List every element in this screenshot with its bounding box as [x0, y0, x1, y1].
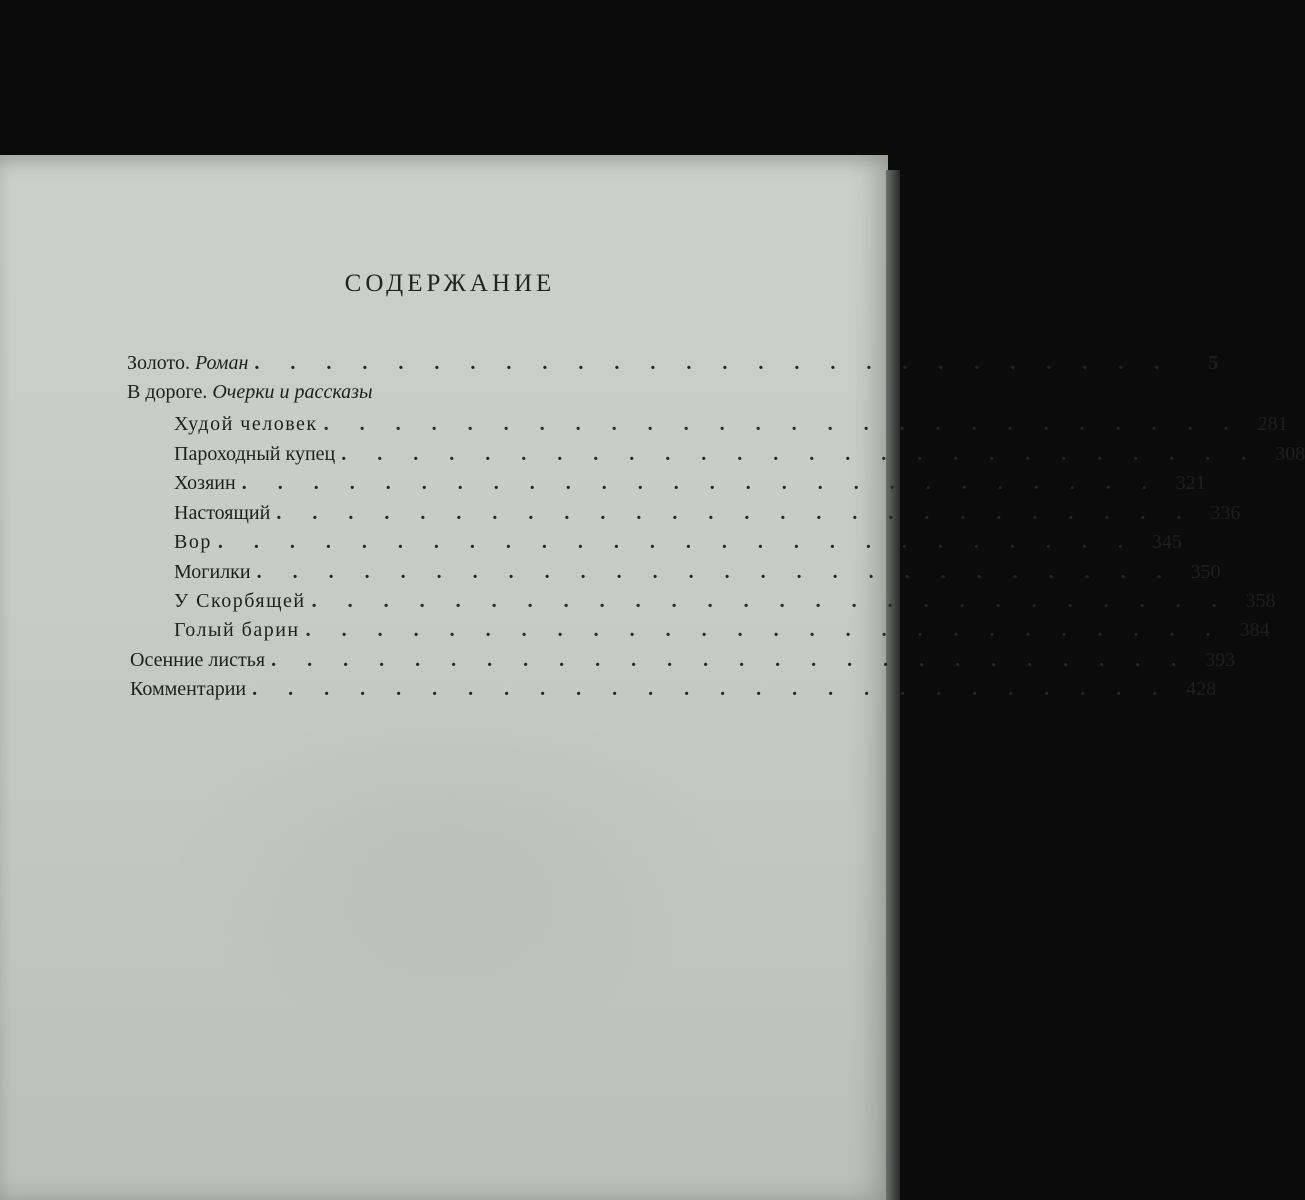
toc-entry-label: Худой человек: [174, 413, 318, 435]
toc-entry-vor: [174, 531, 1182, 561]
toc-entry-title: Золото.: [127, 352, 190, 374]
toc-entry-page: 384: [1239, 619, 1270, 641]
toc-entry-goly-barin: [174, 619, 1270, 649]
toc-entry-label: Голый барин: [174, 619, 300, 641]
toc-entry-genre: Очерки и рассказы: [212, 381, 373, 403]
leader-dots: . . . . . . . . . . . . . . . . . . . . . . . . . .: [252, 678, 1171, 700]
toc-entry-title: В дороге.: [127, 381, 208, 403]
leader-dots: . . . . . . . . . . . . . . . . . . . . . . . . . .: [311, 590, 1230, 612]
toc-entry-v-doroge: [127, 381, 772, 411]
toc-entry-page: 5: [1208, 352, 1219, 374]
toc-entry-kommentarii: [130, 678, 1217, 708]
toc-entry-page: 350: [1190, 561, 1221, 583]
toc-entry-page: 345: [1151, 531, 1182, 553]
toc-entry-label: Настоящий: [174, 502, 271, 524]
leader-dots: . . . . . . . . . . . . . . . . . . . . . . . . . .: [217, 531, 1136, 553]
toc-entry-label: Вор: [174, 531, 212, 553]
toc-entry-label: Комментарии: [130, 678, 247, 700]
toc-entry-label: Могилки: [174, 561, 251, 583]
toc-entry-page: 336: [1210, 502, 1241, 524]
toc-heading: СОДЕРЖАНИЕ: [344, 270, 556, 297]
toc-entry-page: 308: [1275, 443, 1305, 465]
leader-dots: . . . . . . . . . . . . . . . . . . . . . . . . . .: [341, 443, 1260, 465]
toc-entry-u-skorbyashchey: [174, 590, 1276, 620]
toc-entry-page: 428: [1186, 678, 1217, 700]
toc-entry-mogilki: [174, 561, 1221, 591]
leader-dots: . . . . . . . . . . . . . . . . . . . . . . . . . .: [276, 502, 1195, 524]
toc-entry-osennie-listya: [130, 649, 1236, 679]
show-through: [170, 700, 730, 1040]
toc-entry-page: 281: [1257, 413, 1288, 435]
leader-dots: . . . . . . . . . . . . . . . . . . . . . . . . . .: [323, 413, 1242, 435]
toc-entry-page: 358: [1245, 590, 1276, 612]
toc-entry-page: 393: [1205, 649, 1236, 671]
toc-entry-label: [127, 352, 248, 375]
toc-entry-zoloto: [127, 352, 1219, 382]
toc-entry-label: Пароходный купец: [174, 443, 336, 465]
leader-dots: . . . . . . . . . . . . . . . . . . . . . . . . . .: [254, 352, 1173, 374]
leader-dots: . . . . . . . . . . . . . . . . . . . . . . . . . .: [271, 649, 1190, 671]
toc-entry-genre: Роман: [194, 352, 249, 374]
toc-entry-page: 321: [1175, 472, 1206, 494]
leader-dots: . . . . . . . . . . . . . . . . . . . . . . . . . .: [305, 619, 1224, 641]
toc-entry-parohodny-kupets: [174, 443, 1305, 473]
toc-entry-label: Хозяин: [174, 472, 236, 494]
toc-entry-hozyain: [174, 472, 1206, 502]
toc-entry-label: Осенние листья: [130, 649, 266, 671]
leader-dots: . . . . . . . . . . . . . . . . . . . . . . . . . .: [256, 561, 1175, 583]
toc-entry-hudoy-chelovek: [174, 413, 1288, 443]
toc-entry-label: [127, 381, 373, 404]
toc-entry-label: У Скорбящей: [174, 590, 306, 612]
toc-entry-nastoyashchiy: [174, 502, 1241, 532]
leader-dots: . . . . . . . . . . . . . . . . . . . . . . . . . .: [241, 472, 1160, 494]
